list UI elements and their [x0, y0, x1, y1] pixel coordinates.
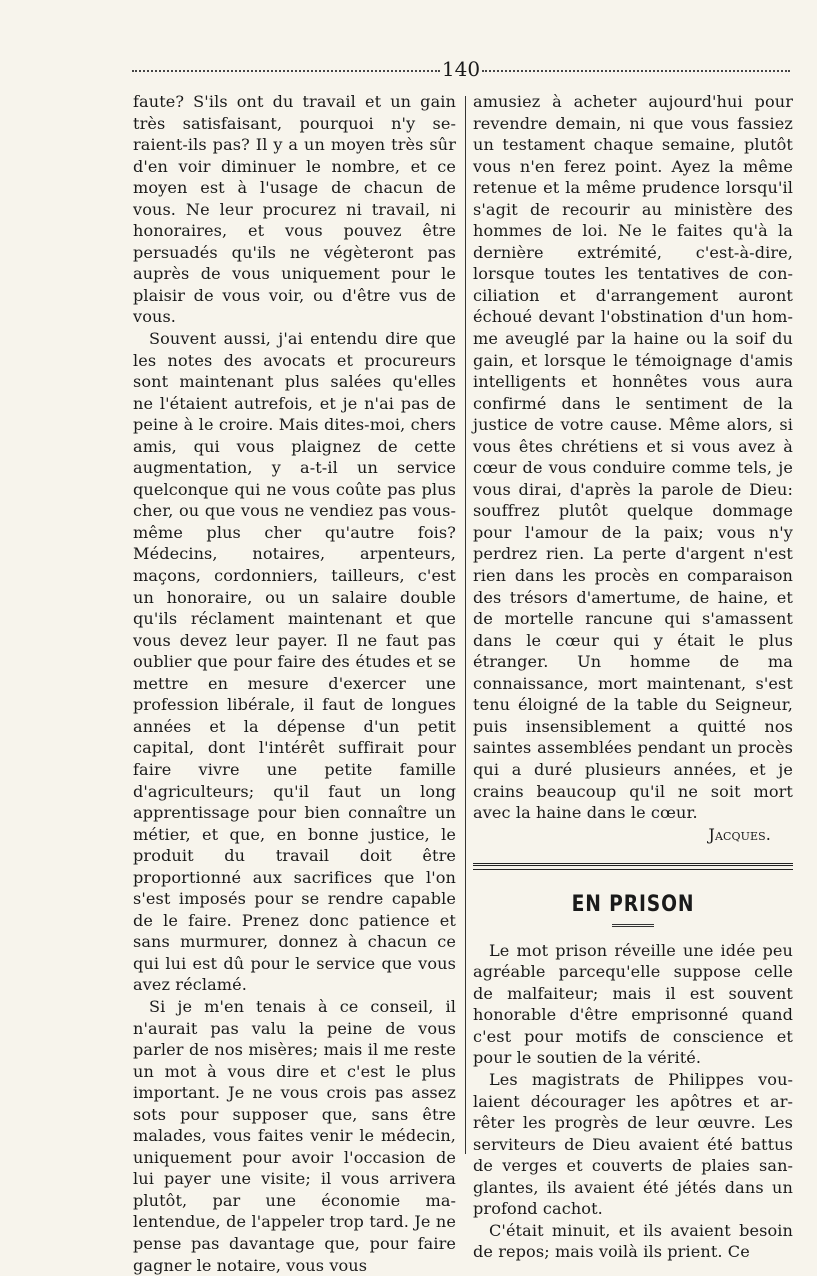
author-signature: Jacques. [708, 824, 771, 844]
header-rule-right [482, 70, 790, 72]
page-number: 140 [441, 57, 481, 81]
paragraph: Souvent aussi, j'ai entendu dire que les notes des avocats et procureurs sont maintenant plus salées qu'elles ne l'étaient autrefois, et je n'ai pas de peine à le croire. Mais dites-moi, chers amis, qui vous plaignez de cette augmentation, y a-t-il un service quelconque qui ne vous coûte pas plus cher, ou que vous ne vendiez pas vous-même plus cher qu'autre fois? Médecins, notaires, arpenteurs, maçons, cordonniers, tailleurs, c'est un honoraire, ou un salaire double qu'ils réclament maintenant et que vous devez leur payer. Il ne faut pas oublier que pour faire des études et se mettre en mesure d'exercer une profession libérale, il faut de longues années et la dépense d'un petit capital, dont l'intérêt suffirait pour faire vivre une petite famille d'agriculteurs; qu'il faut un long apprentissage pour bien connaître un métier, et que, en bonne justice, le produit du travail doit être proportionné aux sacrifices que l'on s'est imposés pour se rendre capable de le faire. Prenez donc patience et sans murmurer, donnez à chacun ce qui lui est dû pour le service que vous avez réclamé. [133, 329, 456, 995]
paragraph: Si je m'en tenais à ce conseil, il n'aurait pas valu la peine de vous parler de nos misères; mais il me reste un mot à vous dire et c'est le plus important. Je ne vous crois pas assez sots pour supposer que, sans être malades, vous faites venir le médecin, uniquement pour avoir l'occasion de lui payer une visite; il vous arrivera plutôt, par une économie malentendue, de l'appeler trop tard. Je ne pense pas davantage que, pour faire gagner le notaire, vous vous [133, 996, 456, 1275]
column-divider [465, 96, 466, 1154]
paragraph: Le mot prison réveille une idée peu agréable parcequ'elle suppose celle de malfaiteur; mais il est souvent honorable d'être emprisonné quand c'est pour motifs de conscience et pour le soutien de la vérité. [473, 940, 793, 1068]
header-rule-left [132, 70, 440, 72]
right-column [473, 91, 793, 1263]
paragraph: Les magistrats de Philippes voulaient décourager les apôtres et arrêter les progrès de leur œuvre. Les serviteurs de Dieu avaient été battus de verges et couverts de plaies sanglantes, ils avaient été jétés dans un profond cachot. [473, 1069, 793, 1219]
title-ornament [612, 924, 654, 928]
paragraph: C'était minuit, et ils avaient besoin de repos; mais voilà ils prient. Ce [473, 1220, 793, 1262]
paragraph: faute? S'ils ont du travail et un gain très satisfaisant, pourquoi n'y seraient-ils pas? Il y a un moyen très sûr d'en voir diminuer le nombre, et ce moyen est à l'usage de chacun de vous. Ne leur procurez ni travail, ni honoraires, et vous pouvez être persuadés qu'ils ne végèteront pas auprès de vous uniquement pour le plaisir de vous voir, ou d'être vus de vous. [133, 92, 456, 327]
section-divider [473, 863, 793, 870]
section-title: EN PRISON [571, 892, 695, 918]
left-column [133, 91, 456, 1276]
paragraph: amusiez à acheter aujourd'hui pour revendre demain, ni que vous fassiez un testament chaque semaine, plutôt vous n'en ferez point. Ayez la même retenue et la même prudence lorsqu'il s'agit de recourir au ministère des hommes de loi. Ne le faites qu'à la dernière extrémité, c'est-à-dire, lorsque toutes les tentatives de conciliation et d'arrangement auront échoué devant l'obstination d'un homme aveuglé par la haine ou la soif du gain, et lorsque le témoignage d'amis intelligents et honnêtes vous aura confirmé dans le sentiment de la justice de votre cause. Même alors, si vous êtes chrétiens et si vous avez à cœur de vous conduire comme tels, je vous dirai, d'après la parole de Dieu: souffrez plutôt quelque dommage pour l'amour de la paix; vous n'y perdrez rien. La perte d'argent n'est rien dans les procès en comparaison des trésors d'amertume, de haine, et de mortelle rancune qui s'amassent dans le cœur qui y était le plus étranger. Un homme de ma connaissance, mort maintenant, s'est tenu éloigné de la table du Seigneur, puis insensiblement a quitté nos saintes assemblées pendant un procès qui a duré plusieurs années, et je crains beaucoup qu'il ne soit mort avec la haine dans le cœur. [473, 92, 793, 823]
